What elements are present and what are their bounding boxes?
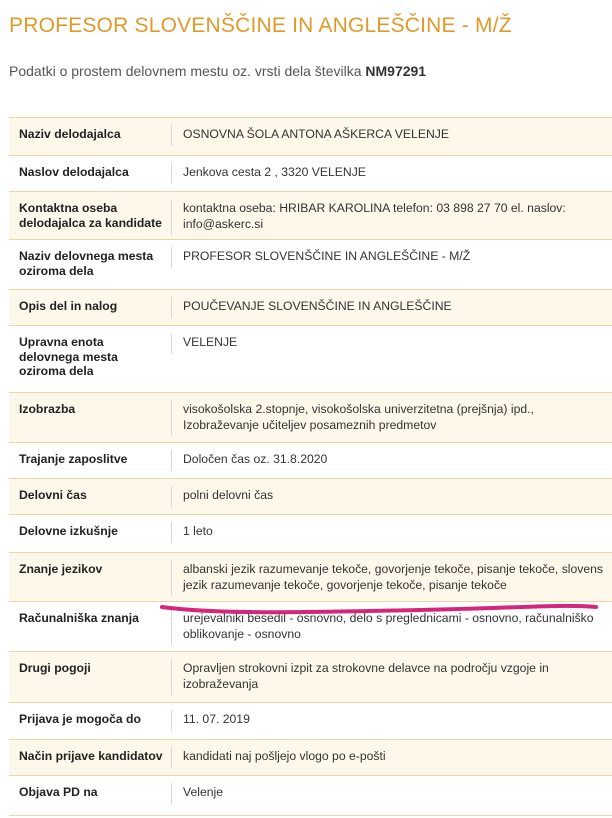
row-value-cell xyxy=(171,199,612,235)
row-label xyxy=(9,602,171,651)
row-value-cell xyxy=(171,710,612,731)
row-value-cell xyxy=(171,400,612,436)
subtitle-text: Podatki o prostem delovnem mestu oz. vrsti dela številka xyxy=(9,63,366,79)
row-label-line: Prijava je mogoča do xyxy=(19,712,141,726)
row-label-line: Naziv delovnega mesta xyxy=(19,249,154,263)
table-row xyxy=(9,703,612,740)
row-value xyxy=(171,118,612,155)
row-value-cell xyxy=(171,450,612,471)
row-value-line: Jenkova cesta 2 , 3320 VELENJE xyxy=(183,165,366,179)
job-details-table xyxy=(9,117,612,816)
row-label-line: Upravna enota xyxy=(19,335,104,349)
row-label-line: Drugi pogoji xyxy=(19,661,91,675)
row-value-line: Velenje xyxy=(183,785,223,799)
row-value-cell xyxy=(171,783,612,804)
row-label-line: delovnega mesta xyxy=(19,349,118,364)
row-value-line: info@askerc.si xyxy=(183,216,264,231)
row-value-line: VELENJE xyxy=(183,335,238,349)
row-label xyxy=(9,776,171,815)
row-label-line: Trajanje zaposlitve xyxy=(19,452,128,466)
row-value xyxy=(171,290,612,325)
row-value xyxy=(171,703,612,739)
row-value xyxy=(171,240,612,289)
table-row xyxy=(9,652,612,703)
row-label-line: Delovni čas xyxy=(19,488,87,502)
row-value-line: izobraževanja xyxy=(183,676,259,691)
row-value-line: oblikovanje - osnovno xyxy=(183,626,301,641)
row-value xyxy=(171,740,612,775)
row-value-line: polni delovni čas xyxy=(183,488,274,502)
job-number: NM97291 xyxy=(365,63,427,79)
table-row xyxy=(9,776,612,816)
row-value xyxy=(171,192,612,239)
row-label xyxy=(9,240,171,289)
row-value-line: albanski jezik razumevanje tekoče, govorjenje tekoče, pisanje tekoče, slovens xyxy=(183,562,604,576)
row-label xyxy=(9,118,171,155)
row-value xyxy=(171,776,612,815)
row-value xyxy=(171,553,612,601)
row-value xyxy=(171,443,612,478)
row-label-line: Naslov delodajalca xyxy=(19,165,129,179)
page-title: PROFESOR SLOVENŠČINE IN ANGLEŠČINE - M/Ž xyxy=(9,14,512,37)
row-value-cell xyxy=(171,560,612,596)
row-label xyxy=(9,740,171,775)
row-value-cell xyxy=(171,163,612,184)
row-value-line: PROFESOR SLOVENŠČINE IN ANGLEŠČINE - M/Ž xyxy=(183,249,471,263)
row-label-line: oziroma dela xyxy=(19,263,94,278)
table-row xyxy=(9,118,612,156)
row-label-line: Kontaktna oseba xyxy=(19,201,118,215)
row-label-line: Objava PD na xyxy=(19,785,98,799)
row-label xyxy=(9,553,171,601)
row-value-cell xyxy=(171,486,612,507)
row-label xyxy=(9,515,171,552)
row-label xyxy=(9,290,171,325)
row-value-line: Opravljen strokovni izpit za strokovne delavce na področju vzgoje in xyxy=(183,661,549,675)
row-label-line: oziroma dela xyxy=(19,364,94,378)
row-label xyxy=(9,326,171,392)
row-value-cell xyxy=(171,125,612,146)
row-value-line: kandidati naj pošljejo vlogo po e-pošti xyxy=(183,749,386,763)
table-row xyxy=(9,479,612,515)
row-value-line: Določen čas oz. 31.8.2020 xyxy=(183,452,328,466)
row-value xyxy=(171,393,612,442)
row-value-cell xyxy=(171,659,612,695)
row-value-line: urejevalniki besedil - osnovno, delo s preglednicami - osnovno, računalniško xyxy=(183,611,594,625)
row-label-line: Izobrazba xyxy=(19,402,76,416)
row-label-line: Naziv delodajalca xyxy=(19,127,121,141)
row-value-cell xyxy=(171,333,612,354)
table-row xyxy=(9,515,612,553)
row-value-cell xyxy=(171,609,612,645)
row-value xyxy=(171,326,612,392)
row-value xyxy=(171,602,612,651)
row-value-line: kontaktna oseba: HRIBAR KAROLINA telefon: 03 898 27 70 el. naslov: xyxy=(183,201,566,215)
table-row xyxy=(9,326,612,393)
row-value xyxy=(171,652,612,702)
table-row xyxy=(9,443,612,479)
row-value-cell xyxy=(171,747,612,768)
row-value-line: 1 leto xyxy=(183,524,213,538)
row-value-cell xyxy=(171,247,612,268)
row-label xyxy=(9,443,171,478)
row-label xyxy=(9,192,171,239)
table-row xyxy=(9,240,612,290)
table-row xyxy=(9,740,612,776)
row-label-line: Delovne izkušnje xyxy=(19,524,118,538)
row-value-cell xyxy=(171,297,612,318)
table-row xyxy=(9,553,612,602)
row-value-cell xyxy=(171,522,612,543)
row-value xyxy=(171,156,612,191)
row-label xyxy=(9,703,171,739)
row-label xyxy=(9,156,171,191)
row-value xyxy=(171,479,612,514)
table-row xyxy=(9,290,612,326)
table-row xyxy=(9,393,612,443)
row-label-line: Opis del in nalog xyxy=(19,299,118,313)
page-subtitle xyxy=(9,63,426,79)
row-value-line: visokošolska 2.stopnje, visokošolska univerzitetna (prejšnja) ipd., xyxy=(183,402,534,416)
row-value-line: jezik razumevanje tekoče, govorjenje tekoče, pisanje tekoče xyxy=(183,577,507,592)
row-value-line: Izobraževanje učiteljev posameznih predmetov xyxy=(183,417,437,432)
row-label-line: Računalniška znanja xyxy=(19,611,139,625)
row-value-line: OSNOVNA ŠOLA ANTONA AŠKERCA VELENJE xyxy=(183,127,449,141)
row-label xyxy=(9,393,171,442)
row-value xyxy=(171,515,612,552)
row-label-line: Način prijave kandidatov xyxy=(19,749,163,763)
row-value-line: POUČEVANJE SLOVENŠČINE IN ANGLEŠČINE xyxy=(183,299,452,313)
row-value-line: 11. 07. 2019 xyxy=(183,712,250,726)
table-row xyxy=(9,602,612,652)
row-label-line: delodajalca za kandidate xyxy=(19,215,162,230)
row-label xyxy=(9,652,171,702)
row-label xyxy=(9,479,171,514)
table-row xyxy=(9,192,612,240)
table-row xyxy=(9,156,612,192)
row-label-line: Znanje jezikov xyxy=(19,562,103,576)
